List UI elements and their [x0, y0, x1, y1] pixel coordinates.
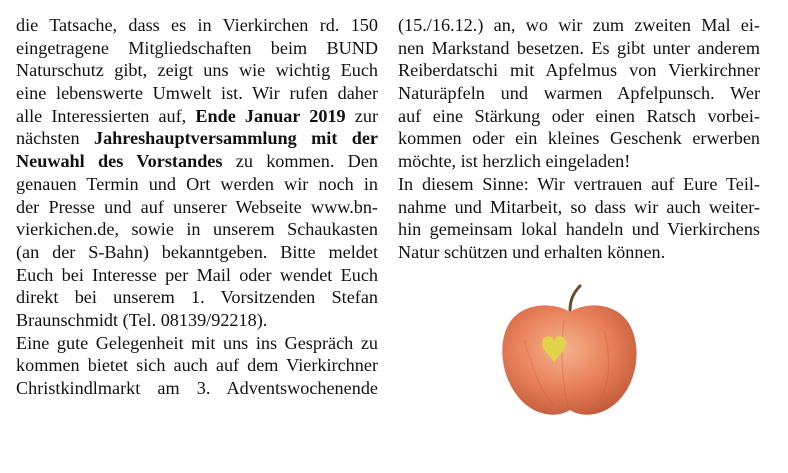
- text-run: Reiberdatschi mit Apfelmus von Vierkirchner: [398, 60, 760, 81]
- left-text-line: [16, 37, 378, 60]
- text-run: kommen bietet sich auch auf dem Vierkirchner: [16, 355, 378, 376]
- right-text-line: [398, 150, 760, 173]
- text-run: nächsten: [16, 128, 94, 149]
- text-run: genauen Termin und Ort werden wir noch in: [16, 173, 378, 194]
- text-run: Naturschutz gibt, zeigt uns wie wichtig Euch: [16, 60, 378, 81]
- apple-with-heart-icon: [494, 280, 644, 425]
- left-text-line: [16, 105, 378, 128]
- text-run: hin gemeinsam lokal handeln und Vierkirchens: [398, 219, 760, 240]
- left-text-line: [16, 82, 378, 105]
- left-text-line: [16, 173, 378, 196]
- left-text-line: [16, 286, 378, 309]
- apple-body: [502, 305, 636, 414]
- right-text-line: [398, 127, 760, 150]
- left-column: [16, 14, 378, 400]
- text-run: zur: [345, 105, 378, 126]
- left-text-line: [16, 14, 378, 37]
- text-run: alle Interessierten auf,: [16, 105, 196, 126]
- text-run: vierkichen.de, sowie in unserem Schaukasten: [16, 219, 378, 240]
- text-run: (an der S-Bahn) bekanntgeben. Bitte meldet: [16, 241, 378, 262]
- apple-illustration: [494, 280, 644, 425]
- right-text-line: [398, 14, 760, 37]
- text-run: Christkindlmarkt am 3. Adventswochenende: [16, 378, 378, 398]
- text-run: zu kommen. Den: [222, 151, 378, 172]
- text-run: (15./16.12.) an, wo wir zum zweiten Mal ei-: [398, 15, 760, 35]
- left-text-line: [16, 150, 378, 173]
- left-text-line: [16, 264, 378, 287]
- right-text-line: [398, 82, 760, 105]
- text-run: nahme und Mitarbeit, so dass wir auch weiter-: [398, 196, 760, 217]
- right-text-line: [398, 37, 760, 60]
- left-text-line: [16, 332, 378, 355]
- apple-stem: [570, 286, 580, 310]
- text-run: eine lebenswerte Umwelt ist. Wir rufen daher: [16, 83, 378, 104]
- left-text-line: [16, 59, 378, 82]
- left-text-line: [16, 241, 378, 264]
- left-text-line: [16, 127, 378, 150]
- right-text-line: [398, 59, 760, 82]
- text-run: auf eine Stärkung oder einen Ratsch vorbei-: [398, 105, 760, 126]
- text-run: Naturäpfeln und warmen Apfelpunsch. Wer: [398, 83, 760, 104]
- text-run: In diesem Sinne: Wir vertrauen auf Eure Teil-: [398, 173, 760, 194]
- left-text-line: [16, 309, 378, 332]
- left-text-line: [16, 196, 378, 219]
- text-run: kommen oder ein kleines Geschenk erwerben: [398, 128, 760, 149]
- text-run: die Tatsache, dass es in Vierkirchen rd. 150: [16, 15, 378, 35]
- text-run: eingetragene Mitgliedschaften beim BUND: [16, 37, 378, 58]
- text-run: direkt bei unserem 1. Vorsitzenden Stefan: [16, 287, 378, 308]
- bold-text: Ende Januar 2019: [195, 105, 346, 126]
- text-run: nen Markstand besetzen. Es gibt unter anderem: [398, 37, 760, 58]
- left-text-line: [16, 354, 378, 377]
- left-text-line: [16, 377, 378, 400]
- right-column: [398, 14, 760, 264]
- right-text-line: [398, 196, 760, 219]
- text-run: Natur schützen und erhalten können.: [398, 241, 666, 262]
- bold-text: Jahreshauptversammlung mit der: [93, 128, 378, 149]
- text-run: Eine gute Gelegenheit mit uns ins Gespräch zu: [16, 332, 378, 353]
- text-run: Euch bei Interesse per Mail oder wendet Euch: [16, 264, 378, 285]
- left-text-line: [16, 218, 378, 241]
- text-run: der Presse und auf unserer Webseite www.bn-: [16, 196, 378, 217]
- right-text-line: [398, 173, 760, 196]
- right-text-line: [398, 105, 760, 128]
- text-run: möchte, ist herzlich eingeladen!: [398, 151, 631, 172]
- right-text-line: [398, 241, 760, 264]
- right-text-line: [398, 218, 760, 241]
- bold-text: Neuwahl des Vorstandes: [16, 151, 223, 172]
- text-run: Braunschmidt (Tel. 08139/92218).: [16, 309, 268, 330]
